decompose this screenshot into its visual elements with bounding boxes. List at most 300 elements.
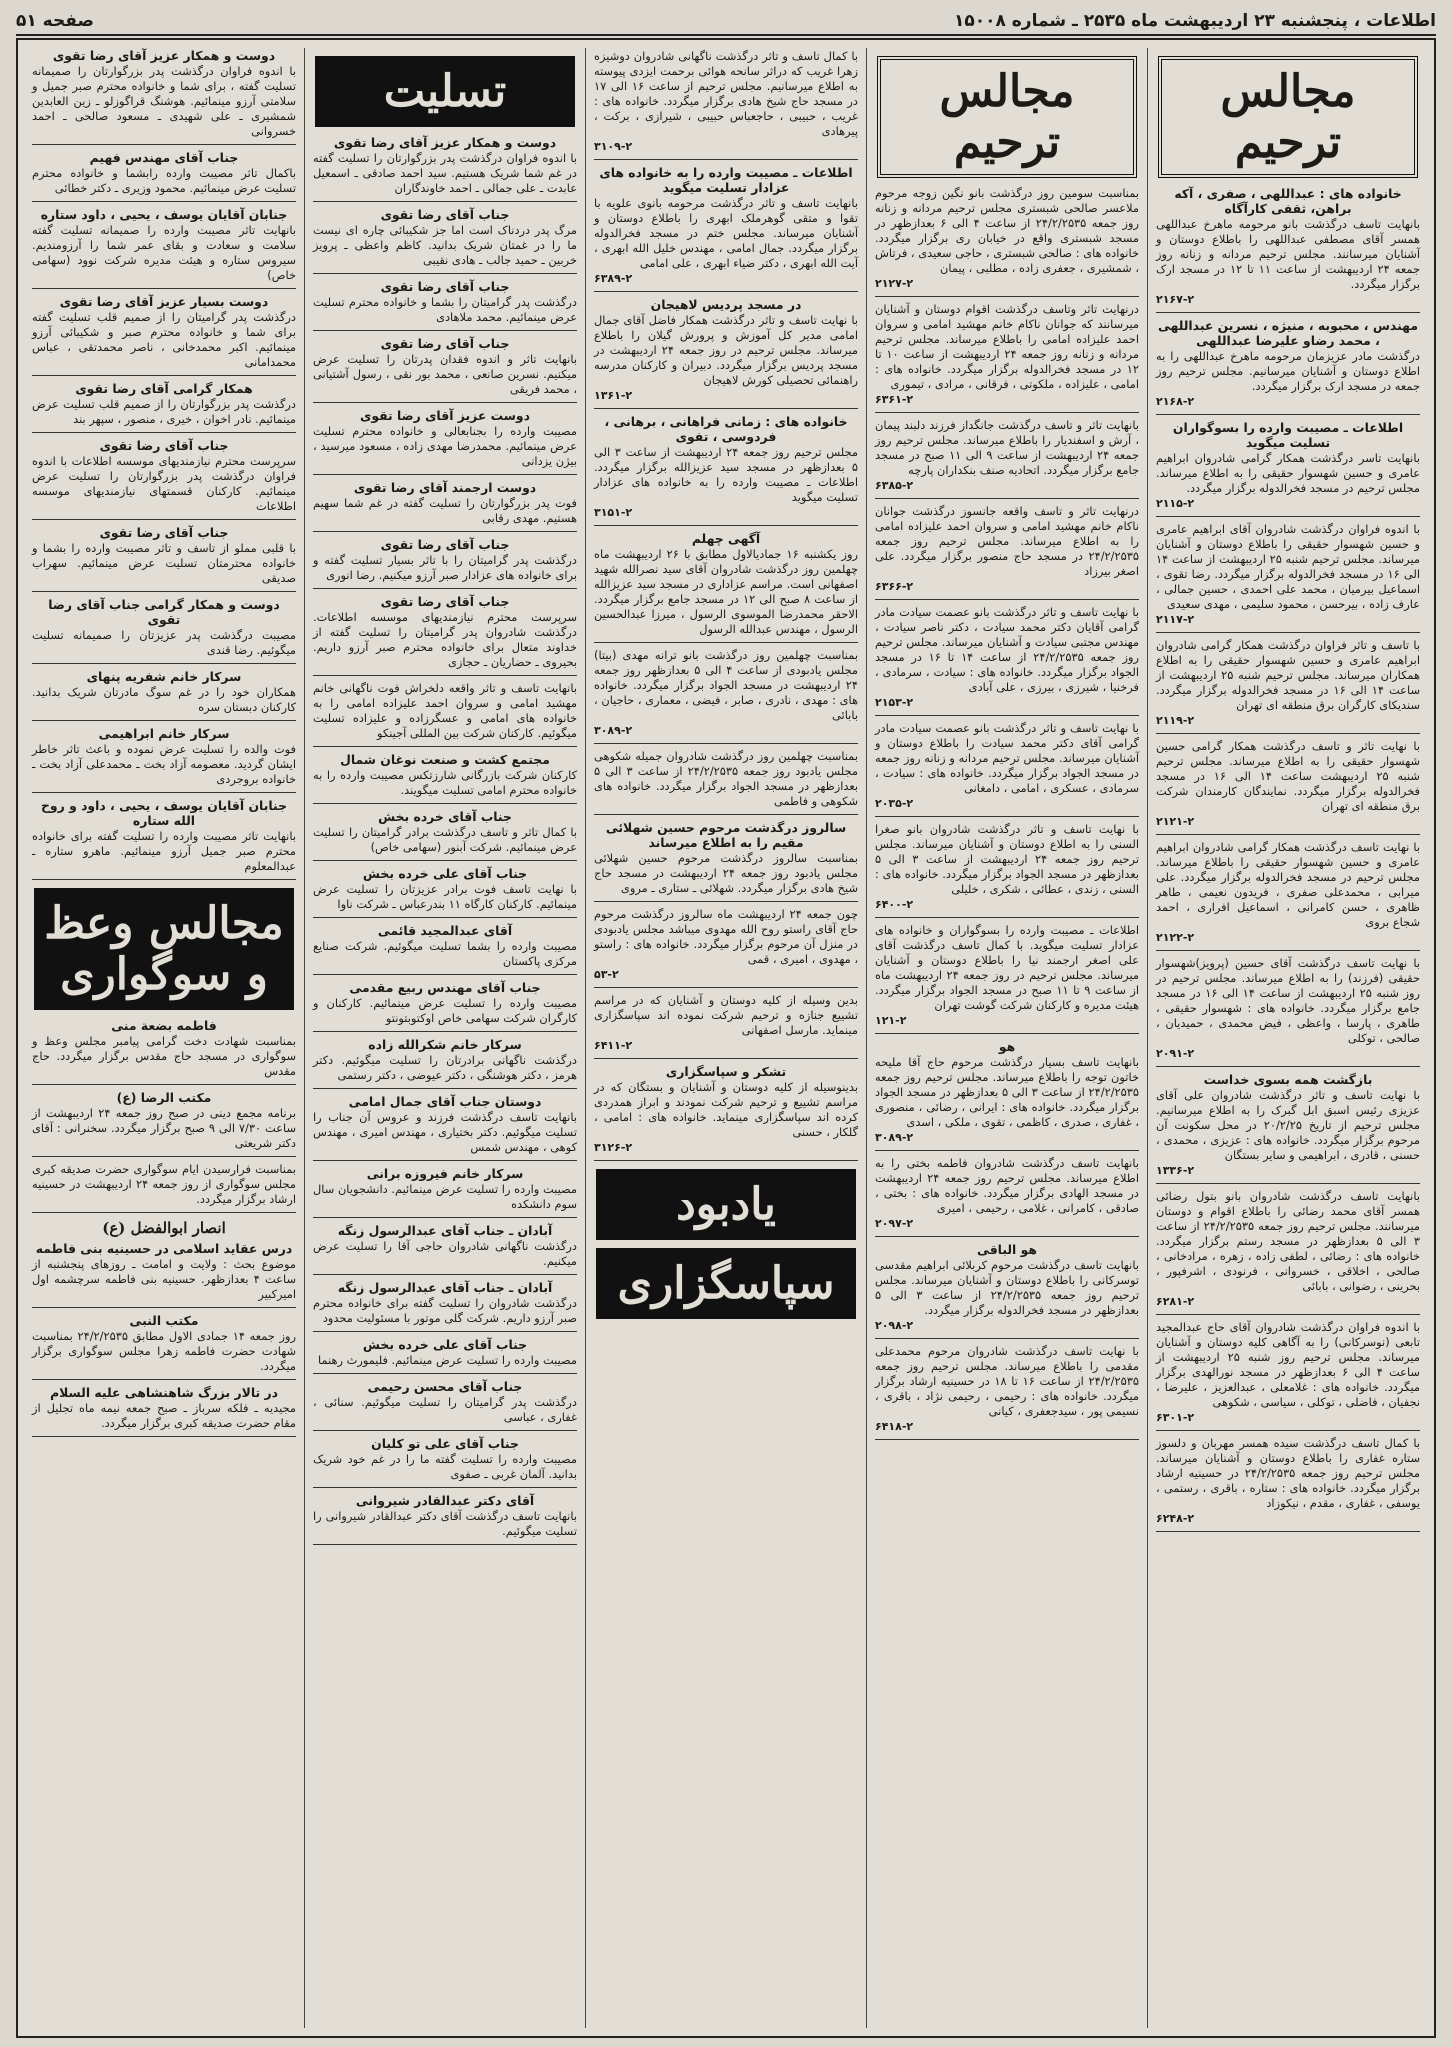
notice-heading: جناب آقای محسن رحیمی	[367, 1379, 523, 1394]
notice-body: با کمال تاسف درگذشت سیده همسر مهربان و دلسوز ستاره غفاری را باطلاع دوستان و آشنایان میرساند. مجلس ترحیم روز جمعه ۲۴/۲/۲۵۳۵ در حسینیه ارشاد برگزار میگردد. خانواده های : ستاره ، باقری ، رستمی ، یوسفی ، غفاری ، مقدم ، نیکوزاد	[1156, 1436, 1420, 1510]
notice-heading: فاطمه بضعة منی	[111, 1018, 217, 1033]
notice-body: درنهایت تاثر و تاسف واقعه جانسوز درگذشت جوانان ناکام خانم مهشید امامی و سروان احمد علیزاده امامی را به اطلاع میرساند. مجلس ترحیم روز جمعه ۲۴/۲/۲۵۳۵ در مسجد حاج منصور برگزار میگردد. علی اصغر بیرزاد	[875, 504, 1139, 578]
column-2	[866, 48, 1147, 2028]
notice-code: ۲۰۹۱-۲	[1156, 1047, 1195, 1060]
divider	[875, 296, 1139, 297]
notice-heading: اطلاعات ـ مصیبت وارده را بسوگواران تسلیت میگوید	[1172, 420, 1404, 450]
notice-body: فوت پدر بزرگوارتان را تسلیت گفته در غم شما سهیم هستیم. مهدی رقابی	[313, 496, 577, 525]
notice-code: ۲۱۶۸-۲	[1156, 395, 1195, 408]
notice	[313, 866, 577, 912]
notice-code: ۲۱۲۲-۲	[1156, 931, 1195, 944]
notice-body: بمناسبت چهلمین روز درگذشت شادروان جمیله شکوهی مجلس یادبود روز جمعه ۲۴/۲/۲۵۳۵ از ساعت ۳ الی ۵ بعدازظهر در مسجد الجواد برگزار میگردد. خانواده های شکوهی و فاطمی	[594, 749, 858, 808]
divider	[875, 412, 1139, 413]
divider	[1156, 312, 1420, 313]
notice-heading: درس عقاید اسلامی در حسینیه بنی فاطمه	[35, 1241, 293, 1256]
notice-body: درگذشت پدر گرامیتان را از صمیم قلب تسلیت گفته برای شما و خانواده محترم صبر و شکیبائی آرزو مینمائیم. اکبر محمدخانی ، ناصر محمدتقی ، عباس محمدامانی	[32, 310, 296, 369]
vaz-banner: مجالس وعظ و سوگواری	[34, 888, 294, 1010]
divider	[313, 201, 577, 202]
divider	[313, 402, 577, 403]
notice-body: درگذشت پدر گرامیتان را بشما و خانواده محترم تسلیت عرض مینمائیم. محمد ملاهادی	[313, 295, 577, 324]
notice-code: ۲۰۹۷-۲	[875, 1217, 914, 1230]
divider	[32, 591, 296, 592]
divider	[594, 159, 858, 160]
notice	[32, 669, 296, 715]
divider	[1156, 1183, 1420, 1184]
notice-heading: آگهی چهلم	[691, 531, 761, 546]
majales-tarhim-banner: مجالس ترحیم	[1158, 56, 1418, 178]
notice	[313, 752, 577, 798]
notice	[313, 279, 577, 325]
notice	[32, 48, 296, 139]
divider	[875, 1338, 1139, 1339]
divider	[32, 792, 296, 793]
notice-code: ۶۴۱۱-۲	[594, 1039, 633, 1052]
divider	[1156, 632, 1420, 633]
notice-code: ۳۱۲۶-۲	[594, 1141, 633, 1154]
notice-body: مرگ پدر دردناک است اما جز شکیبائی چاره ای نیست ما را در غمتان شریک بدانید. کاظم واعظی ـ پرویز خربین ـ حمید جالب ـ هادی نقیبی	[313, 223, 577, 267]
divider	[594, 901, 858, 902]
notice-heading: مجتمع کشت و صنعت نوغان شمال	[340, 752, 550, 767]
notice-heading: جناب آقای خرده بخش	[378, 809, 512, 824]
notice-heading: سرکار خانم فیروزه برانی	[366, 1166, 524, 1181]
notice-heading: سرکار خانم ابراهیمی	[98, 726, 230, 741]
notice-body: با نهایت تاسف و تاثر درگذشت شادروان علی آقای عزیزی رئیس اسبق ابل گبرک را به اطلاع میرسانیم. مجلس ترحیم از تاریخ ۲۰/۲/۲۵ در محل سکونت آن مرحوم برگزار میگردد. خانواده های : عزیزی ، محمدی ، حسنی ، قادری ، ابراهیمی و سایر بستگان	[1156, 1088, 1420, 1162]
notice-body: بمناسبت سومین روز درگذشت بانو نگین زوجه مرحوم ملاعسر صالحی شبستری مجلس ترحیم مردانه و زنانه روز جمعه ۲۴/۲/۲۵۳۵ از ساعت ۴ الی ۶ بعدازظهر در مسجد شبستری واقع در خیابان ری برگزار میگردد. خانواده های : صالحی شبستری ، حاجی سعیدی ، فرتاش ، شمشیری ، جعفری زاده ، مطلبی ، پیمان	[875, 186, 1139, 275]
notice-body: با نهایت تاسف و تاثر درگذشت بانو عصمت سیادت مادر گرامی آقای دکتر محمد سیادت را باطلاع دوستان و آشنایان میرساند. مجلس ترحیم مردانه و زنانه روز جمعه در مسجد الجواد برگزار میگردد. خانواده های : سیادت ، سرمادی ، عسکری ، امامی ، دامغانی	[875, 721, 1139, 795]
divider	[875, 498, 1139, 499]
notice-heading: مکتب الرضا (ع)	[116, 1090, 212, 1105]
notice-body: با اندوه فراوان درگذشت شادروان آقای حاج عبدالمجید تابعی (نوسرکانی) را به آگاهی کلیه دوستان و آشنایان میرساند. مجلس ترحیم روز شنبه ۲۵ اردیبهشت از ساعت ۴ الی ۶ بعدازظهر در مسجد نورالهدی برگزار میگردد. خانواده های : غلامعلی ، عبدالعزیز ، علیرضا ، نجفیان ، فاضلی ، توکلی ، سیاسی ، شکوهی	[1156, 1320, 1420, 1409]
divider	[875, 917, 1139, 918]
notice	[32, 726, 296, 787]
notice	[313, 135, 577, 196]
notice	[32, 1385, 296, 1431]
divider	[313, 1217, 577, 1218]
notice-body: درنهایت تاثر وتاسف درگذشت اقوام دوستان و آشنایان میرسانند که جوانان ناکام خانم مهشید امامی و سروان احمد علیزاده امامی را باطلاع میرساند. مجلس ترحیم مردانه و زنانه روز جمعه ۲۴ اردیبهشت از ساعت ۱۰ تا ۱۲ در مسجد فخرالدوله برگزار میگردد. خانواده های : امامی ، علیزاده ، ملکوتی ، فرقانی ، مرادی ، تیموری	[875, 302, 1140, 391]
notice-heading: جنابان آقایان یوسف ، یحیی ، داود و روح الله ستاره	[40, 798, 287, 828]
notice-heading: مکتب النبی	[129, 1313, 199, 1328]
divider	[1156, 1430, 1420, 1431]
notice	[1156, 956, 1420, 1061]
tasliat-banner: تسلیت	[315, 56, 575, 127]
notice-code: ۳۰۸۹-۲	[875, 1131, 914, 1144]
notice-heading: دوست ارجمند آقای رضا تقوی	[353, 480, 537, 495]
notice-heading: دوست عزیز آقای رضا تقوی	[360, 408, 530, 423]
notice	[1156, 638, 1420, 728]
notice-body: با نهایت تاسف فوت برادر عزیزتان را تسلیت عرض مینمائیم. کارکنان کارگاه ۱۱ بندرعباس ـ شرکت ناوا	[313, 882, 577, 911]
notice	[875, 302, 1139, 407]
notice-body: بمناسبت فرارسیدن ایام سوگواری حضرت صدیقه کبری مجلس سوگواری از روز جمعه ۲۴ اردیبهشت در حسینیه ارشاد برگزار میگردد.	[32, 1162, 296, 1206]
notice	[32, 381, 296, 427]
divider	[313, 588, 577, 589]
notice	[594, 165, 858, 286]
notice-body: با کمال تاثر و تاسف درگذشت برادر گرامیتان را تسلیت عرض مینمائیم. شرکت آبنور (سهامی خاص)	[313, 825, 577, 854]
columns	[24, 48, 1428, 2028]
sepasgozari-banner: سپاسگزاری	[596, 1248, 856, 1319]
notice-body: موضوع بحث : ولایت و امامت ـ روزهای پنجشنبه از ساعت ۴ بعدازظهر. حسینیه بنی فاطمه سرچشمه اول امیرکبیر	[32, 1257, 296, 1301]
notice-heading: جناب آقای رضا تقوی	[380, 336, 510, 351]
notice-heading: جناب آقای علی خرده بخش	[362, 1337, 528, 1352]
notice	[313, 336, 577, 397]
notice-code: ۶۳۸۵-۲	[875, 479, 914, 492]
notice-body: بدین وسیله از کلیه دوستان و آشنایان که در مراسم تشییع جنازه و ترحیم شرکت نموده اند سپاسگزاری مینماید. مارسل اصفهانی	[594, 993, 858, 1037]
notice-body: درگذشت ناگهانی شادروان حاجی آقا را تسلیت عرض میکنیم.	[313, 1239, 577, 1268]
notice-code: ۲۰۹۸-۲	[875, 1319, 914, 1332]
divider	[1156, 1066, 1420, 1067]
notice-heading: دوست و همکار عزیز آقای رضا تقوی	[52, 48, 276, 63]
notice-body: فوت والده را تسلیت عرض نموده و باعث تاثر خاطر ایشان گردید. معصومه آزاد بخت ـ محمدعلی آزاد بخت ـ خانواده بروجردی	[32, 742, 296, 786]
divider	[313, 1160, 577, 1161]
divider	[594, 525, 858, 526]
notice	[594, 907, 858, 982]
notice-heading: همکار گرامی آقای رضا تقوی	[75, 381, 253, 396]
divider	[32, 375, 296, 376]
notice-heading: در تالار بزرگ شاهنشاهی علیه السلام	[50, 1385, 278, 1400]
divider	[1156, 1314, 1420, 1315]
divider	[1156, 733, 1420, 734]
notice	[875, 822, 1139, 912]
column-1	[1147, 48, 1428, 2028]
notice-heading: آقای دکتر عبدالقادر شیروانی	[355, 1493, 535, 1508]
notice	[32, 1313, 296, 1374]
notice-body: بانهایت تاسف و تاثر درگذشت مرحومه بانوی علویه با تقوا و متقی گوهرملک ابهری را باطلاع دوستان و آشنایان میرساند. مجلس ختم در مسجد فخرالدوله برگزار میگردد. جمال امامی ، مهندس خلیل الله ابهری ، آیت الله ابهری ، دکتر ضیاء ابهری ، علی امامی	[594, 196, 858, 270]
notice-heading: اطلاعات ـ مصیبت وارده را به خانواده های عزادار تسلیت میگوید	[599, 165, 853, 195]
notice	[313, 1037, 577, 1083]
divider	[1156, 516, 1420, 517]
divider	[875, 1150, 1139, 1151]
notice-heading: جناب آقای رضا تقوی	[380, 207, 510, 222]
notice-body: بانهایت تاسف و تاثر واقعه دلخراش فوت ناگهانی خانم مهشید امامی و سروان احمد علیزاده امامی را به خانواده های امامی و عسگرزاده و علیزاده تسلیت میگوئیم. کارکنان شرکت بین المللی آجینکو	[313, 681, 577, 740]
notice-body: بمناسبت سالروز درگذشت مرحوم حسین شهلائی مجلس یادبود روز جمعه ۲۴ اردیبهشت در مسجد حاج شیخ هادی برگزار میگردد. شهلائی ـ ستاری ـ مروی	[594, 851, 858, 895]
notice-body: مصیبت وارده را تسلیت عرض مینمائیم. دانشجویان سال سوم دانشکده	[313, 1182, 577, 1211]
divider	[313, 1487, 577, 1488]
notice	[875, 1039, 1139, 1145]
notice-body: درگذشت شادروان را تسلیت گفته برای خانواده محترم صبر آرزو داریم. شرکت گلی موتور با مسئولیت محدود	[313, 1296, 577, 1325]
notice-body: با نهایت تاسف درگذشت شادروان مرحوم محمدعلی مقدمی را باطلاع میرساند. مجلس ترحیم روز جمعه ۲۴/۲/۲۵۳۵ از ساعت ۱۶ تا ۱۸ در حسینیه ارشاد برگزار میگردد. خانواده های : رحیمی ، رحیمی نژاد ، باقری ، نسیمی پور ، سیدجعفری ، کیانی	[875, 1344, 1139, 1418]
notice-code: ۱۳۳۶-۲	[1156, 1164, 1195, 1177]
notice-heading: در مسجد پردیس لاهیجان	[650, 297, 802, 312]
notice-heading: دوست و همکار عزیز آقای رضا تقوی	[333, 135, 557, 150]
notice-body: درگذشت پدر بزرگوارتان را از صمیم قلب تسلیت عرض مینمائیم. نادر اخوان ، خیری ، منصور ، سپهر بند	[32, 397, 296, 426]
notice	[594, 749, 858, 809]
divider	[313, 1031, 577, 1032]
notice-body: بانهایت تاثر و تاسف درگذشت جانگداز فرزند دلبند پیمان ، آرش و اسفندیار را باطلاع میرساند. مجلس ترحیم روز جمعه ۲۴ اردیبهشت از ساعت ۹ الی ۱۱ صبح در مسجد جامع برگزار میگردد. اتحادیه صنف بنکداران پارچه	[875, 418, 1140, 477]
notice	[594, 49, 858, 154]
notice-body: بمناسبت شهادت دخت گرامی پیامبر مجلس وعظ و سوگواری در مسجد حاج مقدس برگزار میگردد. حاج مقدس	[32, 1034, 296, 1078]
divider	[313, 675, 577, 676]
notice-body: مجیدیه ـ فلکه سرباز ـ صبح جمعه نیمه ماه تجلیل از مقام حضرت صدیقه کبری برگزار میگردد.	[32, 1401, 296, 1430]
notice-body: بمناسبت چهلمین روز درگذشت بانو ترانه مهدی (بیتا) مجلس یادبودی از ساعت ۴ الی ۵ بعدازظهر روز جمعه ۲۴ اردیبهشت در مسجد الجواد برگزار میگردد. خانواده های : مهدی ، نادری ، صابر ، فیضی ، معماری ، حاجیان ، بابائی	[594, 648, 859, 722]
notice-body: بانهایت تاثر مصیبت وارده را تسلیت گفته برای خانواده محترم صبر جمیل آرزو مینمائیم. ماهرو ستاره ـ عبدالمعلوم	[32, 829, 296, 873]
notice	[875, 186, 1139, 291]
notice	[313, 1337, 577, 1368]
notice-heading: مهندس ، محبوبه ، منیژه ، نسرین عبداللهی ، محمد رضاو علیرضا عبداللهی	[1157, 318, 1418, 348]
notice-body: با اندوه فراوان درگذشت پدر بزرگوارتان را تسلیت گفته در غم شما شریک هستیم. سید احمد صادقی ـ اسمعیل عابدت ـ علی جمالی ـ احمد خاوندگاران	[313, 151, 577, 195]
notice-code: ۲۱۱۵-۲	[1156, 497, 1195, 510]
notice-body: بانهایت تاسف درگذشت شادروان فاطمه بختی را به اطلاع میرساند. مجلس ترحیم روز جمعه ۲۴ اردیبهشت در مسجد الهادی برگزار میگردد. خانواده های : بختی ، صادقی ، کامرانی ، غلامی ، رحیمی ، امیری	[875, 1156, 1139, 1215]
notice-body: با نهایت تاسف و تاثر درگذشت شادروان بانو صغرا السنی را به اطلاع دوستان و آشنایان میرساند. مجلس ترحیم روز جمعه ۲۴ اردیبهشت از ساعت ۳ الی ۵ بعدازظهر در مسجد الجواد برگزار میگردد. خانواده های : السنی ، زندی ، عطائی ، شکری ، خلیلی	[875, 822, 1139, 896]
divider	[32, 879, 296, 880]
majales-tarhim-banner-2: مجالس ترحیم	[877, 56, 1137, 178]
notice	[32, 597, 296, 658]
notice	[1156, 1072, 1420, 1178]
divider	[875, 1033, 1139, 1034]
divider	[313, 746, 577, 747]
notice-body: درگذشت پدر گرامیتان را تسلیت میگوئیم. سنائی ، غفاری ، عباسی	[313, 1395, 577, 1424]
notice-heading: بازگشت همه بسوی خداست	[1203, 1072, 1373, 1087]
notice	[32, 207, 296, 283]
notice-body: بدینوسیله از کلیه دوستان و آشنایان و بستگان که در مراسم تشییع و ترحیم شرکت نمودند و ابراز همدردی کرده اند سپاسگزاری مینماید. خانواده های : امامی ، گلکار ، حسنی	[594, 1080, 858, 1139]
notice-body: درگذشت ناگهانی برادرتان را تسلیت میگوئیم. دکتر هرمز ، دکتر هوشنگی ، دکتر عیوضی ، دکتر رستمی	[313, 1053, 577, 1082]
divider	[313, 803, 577, 804]
notice-body: مصیبت وارده را تسلیت عرض مینمائیم. کارکنان و کارگران شرکت سهامی خاص اوکتوبتونتو	[313, 996, 577, 1025]
notice-heading: آقای عبدالمجید قائمی	[377, 923, 513, 938]
notice	[313, 1379, 577, 1425]
notice	[594, 1064, 858, 1155]
divider	[32, 720, 296, 721]
notice-body: بانهایت تاسف درگذشت فرزند و عروس آن جناب را تسلیت میگوئیم. دکتر بختیاری ، مهندس امیری ، مهندس کوهی ، مهندس شمس	[313, 1110, 577, 1154]
notice-body: بانهایت تاسف بسیار درگذشت مرحوم حاج آقا ملیحه خاتون توجه را باطلاع میرساند. مجلس ترحیم روز جمعه ۲۴/۲/۲۵۳۵ از ساعت ۳ الی ۵ بعدازظهر در مسجد الجواد برگزار میگردد. خانواده های : ایرانی ، رضائی ، منصوری ، غفاری ، صدری ، کاظمی ، تقوی ، ملکی ، اسدی	[875, 1055, 1140, 1129]
notice-heading: جناب آقای علی تو کلیان	[371, 1436, 519, 1451]
notice-code: ۶۳۰۱-۲	[1156, 1411, 1195, 1424]
divider	[313, 1430, 577, 1431]
notice-body: باکمال تاثر مصیبت وارده رابشما و خانواده محترم تسلیت عرض مینمائیم. محمود وزیری ـ دکتر خطائی	[32, 166, 296, 195]
notice-heading: هو	[998, 1039, 1016, 1054]
notice-body: بانهایت تاثر مصیبت وارده را صمیمانه تسلیت گفته سلامت و سعادت و بقای عمر شما را آرزومندیم. سیروس ستاره و هیئت مدیره شرکت نوود (سهامی خاص)	[32, 223, 296, 282]
divider	[32, 663, 296, 664]
divider	[875, 1236, 1139, 1237]
notice-code: ۲۱۱۹-۲	[1156, 714, 1195, 727]
notice	[594, 414, 858, 520]
notice-heading: دوست بسیار عزیز آقای رضا تقوی	[59, 294, 269, 309]
notice	[875, 504, 1139, 594]
notice-heading: جناب آقای مهندس فهیم	[89, 150, 239, 165]
divider	[1156, 414, 1420, 415]
divider	[313, 1544, 577, 1545]
notice-code: ۳۱۵۱-۲	[594, 506, 633, 519]
notice	[594, 648, 858, 738]
divider	[32, 1084, 296, 1085]
divider	[594, 642, 858, 643]
notice-body: روز یکشنبه ۱۶ جمادیالاول مطابق با ۲۶ اردیبهشت ماه چهلمین روز درگذشت شادروان آقای سید نصرالله شهید اصفهانی است. مراسم عزاداری در مسجد سید عزیزالله از ساعت ۸ صبح الی ۱۲ در مسجد جامع برگزار میگردد. الاحقر محمدرضا الموسوی الرسول ، میرزا عبدالحسین الرسول ، مهندس عبدالله الرسول	[594, 547, 858, 636]
notice-code: ۶۳۶۶-۲	[875, 580, 914, 593]
notice-body: با نهایت تاسف درگذشت همکار گرامی شادروان ابراهیم عامری و حسین شهسوار حقیقی را باطلاع میرساند. مجلس ترحیم در مسجد فخرالدوله برگزار میگردد. علی میرابی ، محمدعلی صفری ، فریدون نعیمی ، طاهر ظاهری ، حسن کامرانی ، اسماعیل افراری ، احمد شجاع بروی	[1156, 840, 1420, 929]
notice	[32, 438, 296, 514]
divider	[313, 474, 577, 475]
notice	[875, 1156, 1139, 1231]
notice	[313, 980, 577, 1026]
notice-heading: هو الباقی	[977, 1242, 1037, 1257]
notice	[875, 1344, 1139, 1434]
divider	[313, 1088, 577, 1089]
column-4	[304, 48, 585, 2028]
page-header	[16, 8, 1436, 36]
notice-code: ۵۳-۲	[594, 968, 619, 981]
divider	[1156, 1531, 1420, 1532]
notice-heading: خانواده های : عبداللهی ، صفری ، آکه براهن، ثقفی کارآگاه	[1174, 186, 1402, 216]
notice-body: مصیبت وارده را تسلیت گفته ما را در غم خود شریک بدانید. آلمان غربی ـ صفوی	[313, 1452, 577, 1481]
notice	[32, 1241, 296, 1302]
notice-body: برنامه مجمع دینی در صبح روز جمعه ۲۴ اردیبهشت از ساعت ۷/۳۰ الی ۹ صبح برگزار میگردد. سخنرانی : آقای دکتر شریعتی	[32, 1106, 297, 1150]
notice-body: با نهایت تاسف و تاثر درگذشت بانو عصمت سیادت مادر گرامی آقایان دکتر محمد سیادت ، دکتر ناصر سیادت ، مهندس مجتبی سیادت و آشنایان میرساند. مجلس ترحیم روز جمعه ۲۴/۲/۲۵۳۵ از ساعت ۱۴ تا ۱۶ در مسجد الجواد برگزار میگردد. خانواده های : سیادت ، سرمادی ، فرخنیا ، شیرزی ، بیرزی ، علی آبادی	[875, 605, 1139, 694]
notice	[313, 1223, 577, 1269]
notice-heading: جناب آقای مهندس ربیع مقدمی	[349, 980, 541, 995]
divider	[313, 974, 577, 975]
yadbood-banner: یادبود	[596, 1169, 856, 1240]
col3-list-a	[594, 49, 858, 1161]
notice-code: ۶۴۰۰-۲	[875, 898, 914, 911]
notice-body: روز جمعه ۱۴ جمادی الاول مطابق ۲۴/۲/۲۵۳۵ بمناسبت شهادت حضرت فاطمه زهرا مجلس سوگواری برگزار میگردد.	[32, 1329, 296, 1373]
divider	[32, 1379, 296, 1380]
divider	[594, 814, 858, 815]
notice	[32, 798, 296, 874]
notice	[313, 408, 577, 469]
column-3	[585, 48, 866, 2028]
divider	[32, 144, 296, 145]
notice	[594, 531, 858, 637]
notice-code: ۱۳۶۱-۲	[594, 389, 633, 402]
divider	[594, 291, 858, 292]
divider	[875, 816, 1139, 817]
notice-body: مصیبت وارده را بشما تسلیت میگوئیم. شرکت صنایع مرکزی پاکستان	[313, 939, 577, 968]
notice	[1156, 318, 1420, 409]
notice	[313, 681, 577, 741]
notice	[1156, 1189, 1420, 1309]
divider	[594, 1058, 858, 1059]
notice	[313, 1094, 577, 1155]
notice-body: کارکنان شرکت بازرگانی شارزتکس مصیبت وارده را به خانواده محترم امامی تسلیت میگویند.	[313, 768, 577, 797]
column-5	[24, 48, 304, 2028]
notice	[32, 1090, 296, 1151]
notice-code: ۶۴۱۸-۲	[875, 1420, 914, 1433]
notice	[313, 1280, 577, 1326]
notice-body: با قلبی مملو از تاسف و تاثر مصیبت وارده را بشما و خانواده محترمتان تسلیت عرض مینمائیم. سهراب صدیقی	[32, 541, 296, 585]
notice-code: ۲۱۶۷-۲	[1156, 293, 1195, 306]
notice	[1156, 1436, 1420, 1526]
divider	[313, 860, 577, 861]
notice-body: با نهایت تاسف و تاثر درگذشت همکار فاضل آقای جمال امامی مدیر کل آموزش و پرورش گیلان را باطلاع میرساند. مجلس ترحیم در روز جمعه ۲۴ اردیبهشت در مسجد پردیس برگزار میگردد. دبیران و کارکنان مدرسه راهنمائی تحصیلی کورش لاهیجان	[594, 313, 858, 387]
notice	[875, 923, 1139, 1028]
page-number: صفحه ۵۱	[16, 11, 94, 31]
notice	[32, 1162, 296, 1207]
divider	[875, 1439, 1139, 1440]
notice-body: مصیبت درگذشت پدر عزیزتان را صمیمانه تسلیت میگوئیم. رضا قندی	[32, 628, 296, 657]
notice	[313, 1436, 577, 1482]
notice	[313, 594, 577, 670]
notice-body: چون جمعه ۲۴ اردیبهشت ماه سالروز درگذشت مرحوم حاج آقای راستو روح الله مهدوی میباشد مجلس یادبودی در منزل آن مرحوم برگزار میگردد. خانواده های : راستو ، مهدوی ، امیری ، قمی	[594, 907, 858, 966]
notice-heading: سالروز درگذشت مرحوم حسین شهلائی مقیم را به اطلاع میرساند	[605, 820, 847, 850]
divider	[1156, 834, 1420, 835]
notice	[594, 993, 858, 1053]
notice-heading: جناب آقای رضا تقوی	[99, 525, 229, 540]
notice-body: درگذشت مادر عزیزمان مرحومه ماهرخ عبداللهی را به اطلاع دوستان و آشنایان میرسانیم. مجلس ترحیم روز جمعه در مسجد ارک برگزار میگردد.	[1156, 349, 1420, 393]
notice-code: ۳۰۸۹-۲	[594, 724, 633, 737]
divider	[313, 1331, 577, 1332]
notice	[875, 721, 1139, 811]
divider	[313, 1274, 577, 1275]
notice	[313, 809, 577, 855]
notice	[313, 1493, 577, 1539]
divider	[32, 432, 296, 433]
notice-body: با اندوه فراوان درگذشت پدر بزرگوارتان را صمیمانه تسلیت گفته ، برای شما و خانواده محترم صبر جمیل و سلامتی آرزو مینمائیم. هوشنگ قراگوزلو ـ زین العابدین شمشیری ـ علی شهیدی ـ مسعود صالحی ـ احمد خسروانی	[32, 64, 296, 138]
notice-code: ۶۳۶۱-۲	[875, 393, 914, 406]
notice-body: با تاسف و تاثر فراوان درگذشت همکار گرامی شادروان ابراهیم عامری و حسین شهسوار حقیقی را به اطلاع همکاران میرساند. مجلس ترحیم شنبه ۲۵ اردیبهشت از ساعت ۱۴ الی ۱۶ در مسجد فخرالدوله برگزار میگردد. سندیکای کارگران برق منطقه ای تهران	[1156, 638, 1420, 712]
notice	[32, 150, 296, 196]
divider	[32, 1436, 296, 1437]
notice	[875, 605, 1139, 710]
notice-heading: جناب آقای رضا تقوی	[99, 438, 229, 453]
divider	[32, 201, 296, 202]
divider	[594, 1160, 858, 1161]
notice-heading: جناب آقای رضا تقوی	[380, 537, 510, 552]
notice	[1156, 186, 1420, 307]
divider	[313, 273, 577, 274]
newspaper-page	[16, 38, 1436, 2038]
notice	[32, 1018, 296, 1079]
notice	[313, 480, 577, 526]
divider	[594, 408, 858, 409]
notice	[594, 297, 858, 403]
divider	[32, 288, 296, 289]
notice-body: بانهایت تاسف درگذشت شادروان بانو بتول رضائی همسر آقای محمد رضائی را باطلاع اقوام و دوستان میرسانند. مجلس ترحیم روز جمعه ۲۴/۲/۲۵۳۵ از ساعت ۳ الی ۵ بعدازظهر در مسجد رستم برگزار میگردد. خانواده های : رضائی ، لطفی زاده ، زهره ، مرادخانی ، صالحی ، اخلاقی ، خسروانی ، فرنودی ، اشرفپور ، بحرینی ، رضوانی ، بابائی	[1156, 1189, 1420, 1293]
notice-code: ۲۱۲۷-۲	[875, 277, 914, 290]
notice-heading: تشکر و سپاسگزاری	[665, 1064, 787, 1079]
divider	[875, 599, 1139, 600]
notice-code: ۶۲۴۸-۲	[1156, 1512, 1195, 1525]
ansar-heading: انصار ابوالفضل (ع)	[102, 1219, 226, 1237]
divider	[313, 531, 577, 532]
divider	[313, 917, 577, 918]
divider	[1156, 950, 1420, 951]
notice-heading: جنابان آقایان یوسف ، یحیی ، داود ستاره	[40, 207, 288, 222]
notice-code: ۶۲۸۱-۲	[1156, 1295, 1195, 1308]
notice-body: همکاران خود را در غم سوگ مادرتان شریک بدانید. کارکنان دبستان سره	[32, 685, 296, 714]
notice-body: مجلس ترحیم روز جمعه ۲۴ اردیبهشت از ساعت ۳ الی ۵ بعدازظهر در مسجد سید عزیزالله برگزار میگردد. اطلاعات ـ مصیبت وارده را به خانواده های عزادار تسلیت میگوید	[594, 445, 858, 504]
notice	[1156, 522, 1420, 627]
notice-body: بانهایت تاسف درگذشت بانو مرحومه ماهرخ عبداللهی همسر آقای مصطفی عبداللهی را باطلاع دوستان و آشنایان میرسانند. مجلس ترحیم مردانه و زنانه روز جمعه ۲۴ اردیبهشت از ساعت ۱۱ تا ۱۲ در مسجد ارک برگزار میگردد.	[1156, 217, 1420, 291]
notice	[313, 207, 577, 268]
notice-body: بانهایت تاسر درگذشت همکار گرامی شادروان ابراهیم عامری و حسین شهسوار حقیقی را به اطلاع میرساند. مجلس ترحیم در مسجد فخرالدوله برگزار میگردد.	[1156, 451, 1420, 495]
notice-body: سرپرست محترم نیازمندیهای موسسه اطلاعات با اندوه فراوان درگذشت پدر بزرگوارتان را تسلیت عرض مینمائیم. کارکنان قسمتهای نیازمندیهای موسسه اطلاعات	[32, 454, 296, 513]
notice	[313, 923, 577, 969]
notice	[32, 525, 296, 586]
notice-body: بانهایت تاسف درگذشت مرحوم کربلائی ابراهیم مقدسی توسرکانی را باطلاع دوستان و آشنایان میرساند. مجلس ترحیم روز جمعه ۲۴/۲/۲۵۳۵ از ساعت ۳ الی ۵ بعدازظهر در مسجد فخرالدوله برگزار میگردد.	[875, 1258, 1140, 1317]
notice-heading: دوست و همکار گرامی جناب آقای رضا تقوی	[48, 597, 280, 627]
notice	[1156, 739, 1420, 829]
notice	[1156, 1320, 1420, 1425]
notice-body: اطلاعات ـ مصیبت وارده را بسوگواران و خانواده های عزادار تسلیت میگوید. با کمال تاسف درگذشت آقای علی اصغر ارجمند نیا را باطلاع دوستان و آشنایان میرساند. مجلس ترحیم در روز جمعه ۲۴ اردیبهشت ماه از ساعت ۹ تا ۱۱ صبح در مسجد الجواد برگزار میگردد. هیئت مدیره و کارکنان شرکت گوشت تهران	[875, 923, 1140, 1012]
issue-info: اطلاعات ، پنجشنبه ۲۳ اردیبهشت ماه ۲۵۳۵ ـ شماره ۱۵۰۰۸	[953, 11, 1436, 31]
notice-body: مصیبت وارده را بجنابعالی و خانواده محترم تسلیت عرض مینمائیم. محمدرضا مهدی زاده ، مسعود میرسید ، بیژن یزدانی	[313, 424, 577, 468]
notice-body: مصیبت وارده را تسلیت عرض مینمائیم. فلیمورث رهنما	[317, 1353, 577, 1367]
notice	[875, 418, 1139, 493]
notice-heading: سرکار خانم شکرالله زاده	[368, 1037, 522, 1052]
notice-body: با نهایت تاسف درگذشت آقای حسین (پرویز)شهسوار حقیقی (فرزند) را به اطلاع میرساند. مجلس ترحیم در روز شنبه ۲۵ اردیبهشت از ساعت ۱۴ الی ۱۶ در مسجد جامع برگزار میگردد. خانواده های : شهسوار حقیقی ، طاهری ، پارسا ، واعظی ، فیض محمدی ، حمیدیان ، صالحی ، توکلی	[1156, 956, 1420, 1045]
notice-body: درگذشت پدر گرامیتان را با تاثر بسیار تسلیت گفته و برای خانواده های عزادار صبر آرزو میکنیم. رضا انوری	[313, 553, 577, 582]
divider	[32, 1156, 296, 1157]
notice	[32, 294, 296, 370]
notice	[313, 537, 577, 583]
notice-heading: جناب آقای رضا تقوی	[380, 279, 510, 294]
notice-body: بانهایت تاثر و اندوه فقدان پدرتان را تسلیت عرض میکنیم. نسرین صانعی ، محمد بور نقی ، رسول آشتیانی ، محمد فریقی	[313, 352, 577, 396]
divider	[594, 987, 858, 988]
notice-heading: جناب آقای رضا تقوی	[380, 594, 510, 609]
notice-code: ۲۰۳۵-۲	[875, 797, 914, 810]
notice	[875, 1242, 1139, 1333]
divider	[594, 743, 858, 744]
notice-heading: آبادان ـ جناب آقای عبدالرسول زنگه	[337, 1223, 553, 1238]
divider	[32, 1307, 296, 1308]
